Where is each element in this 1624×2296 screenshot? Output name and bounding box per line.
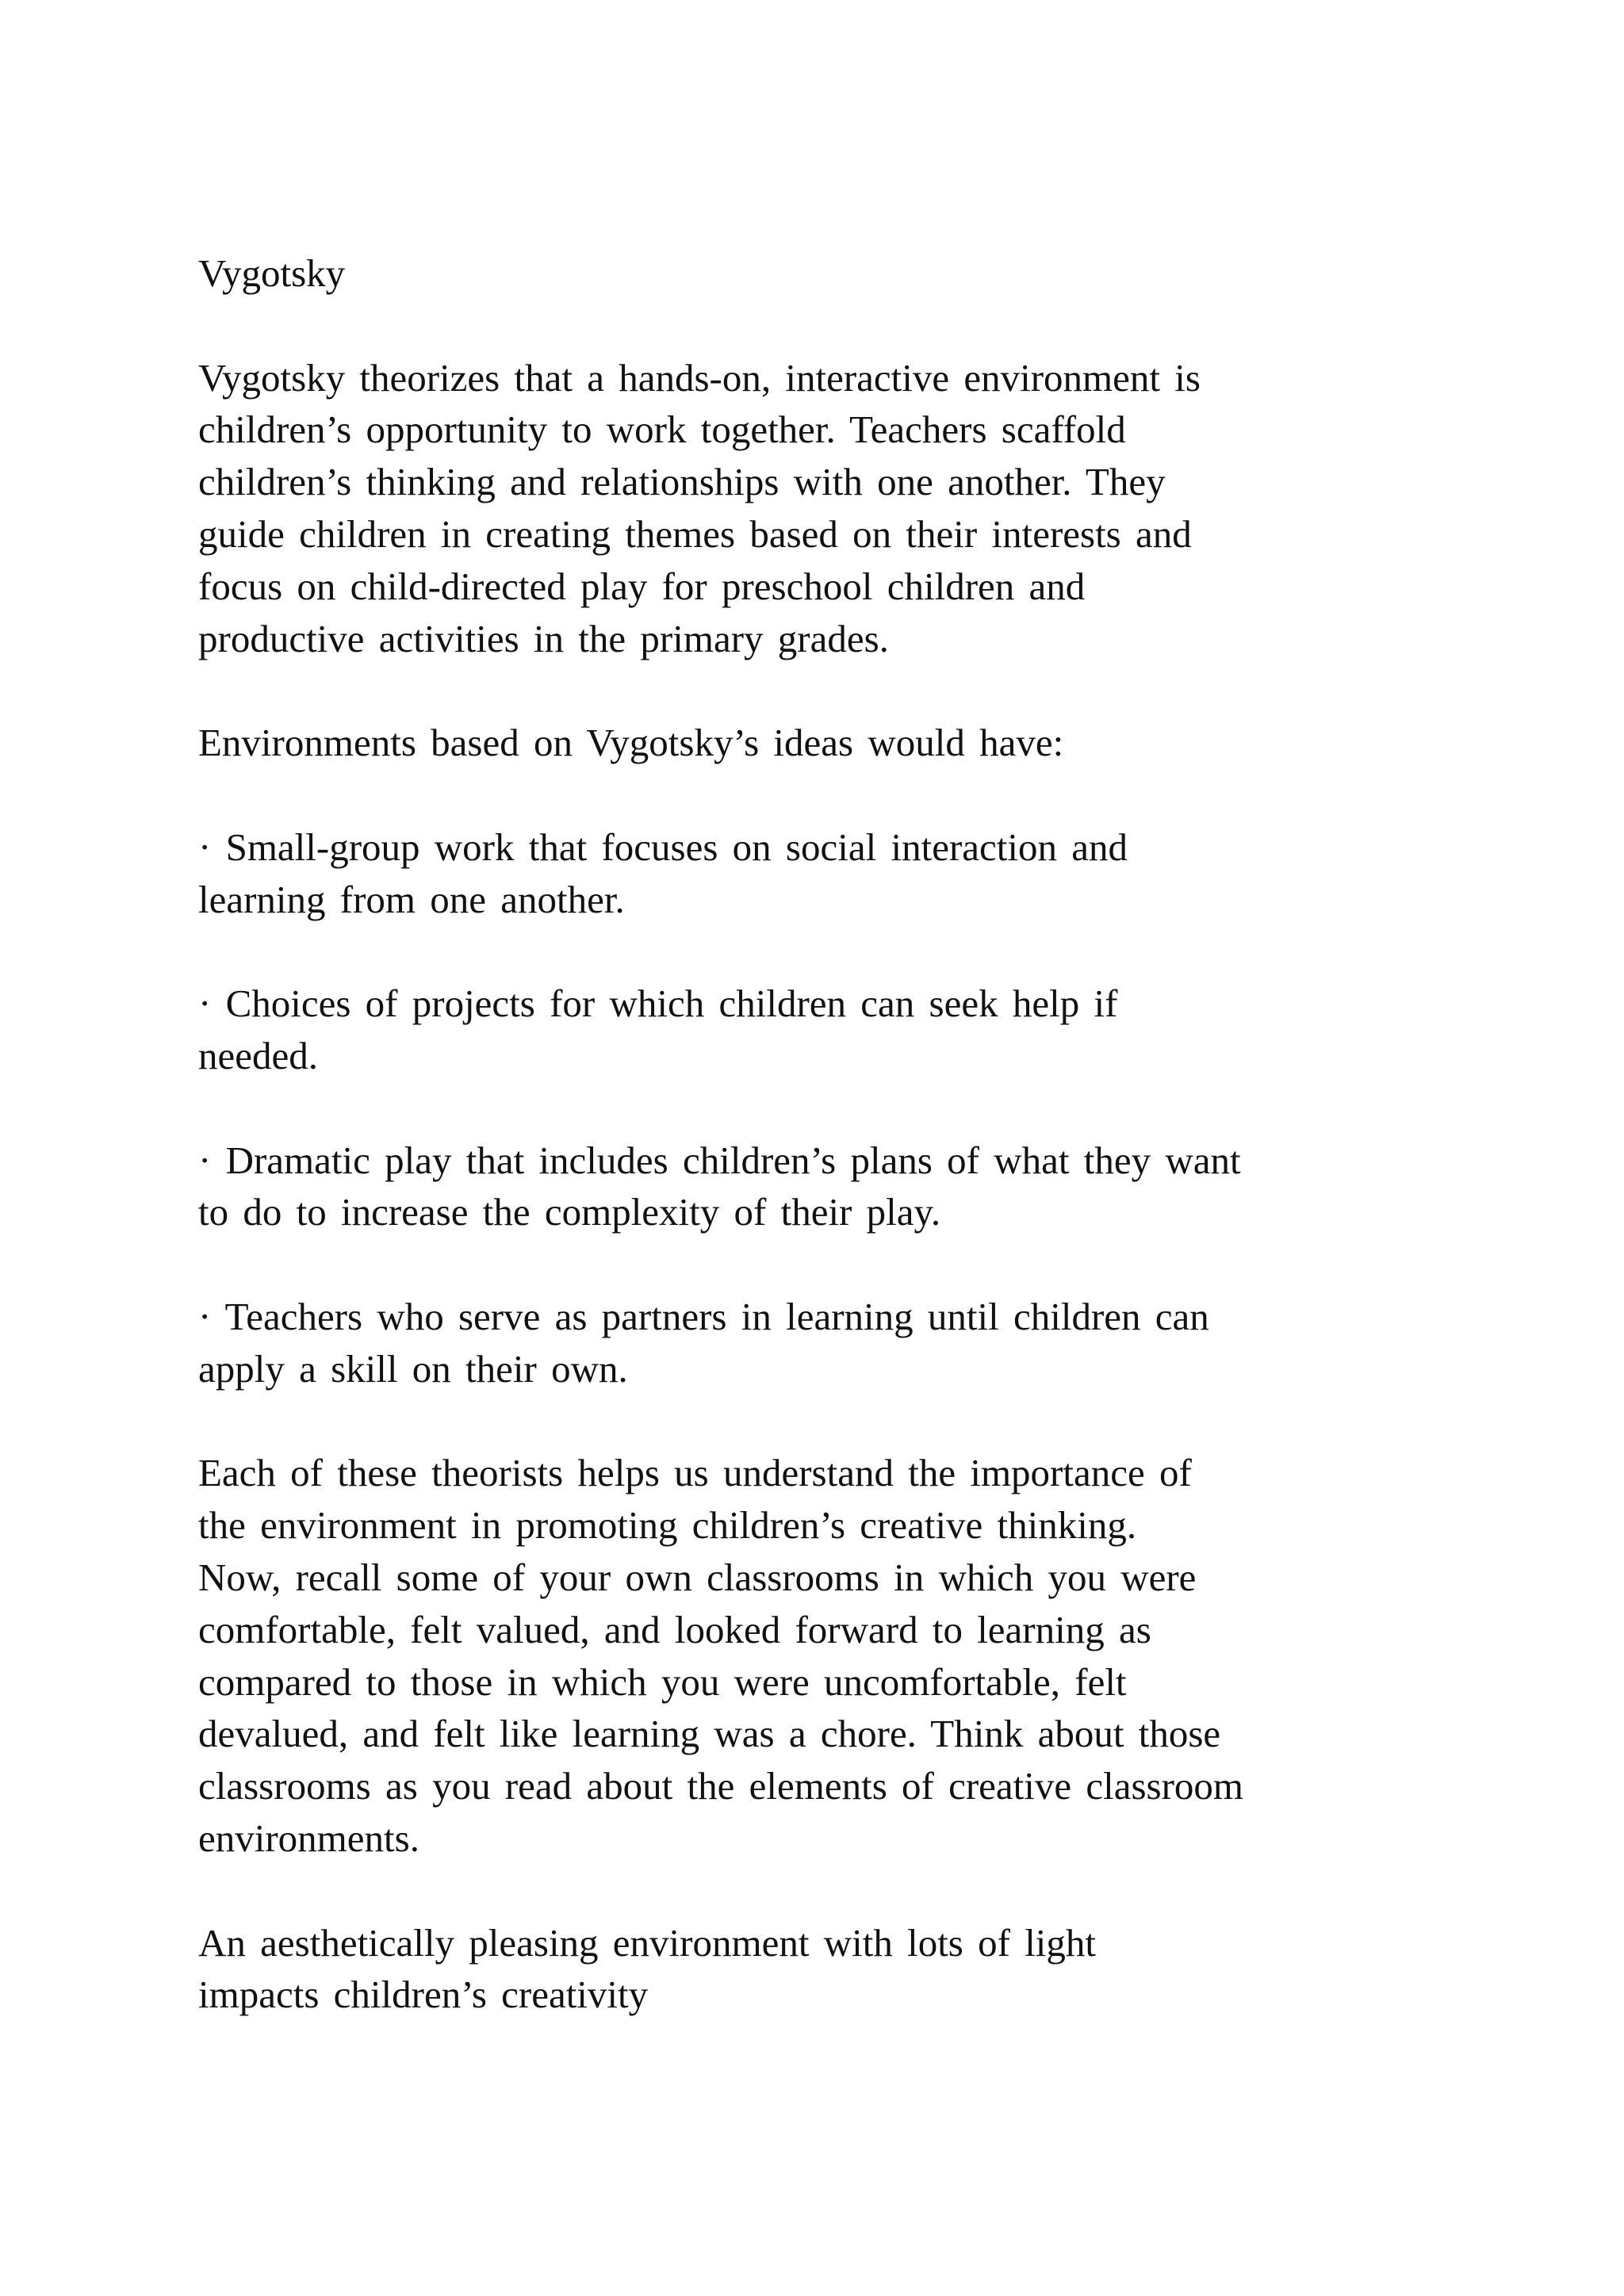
closing-paragraph: An aesthetically pleasing environment with lots of light impacts children’s creativity xyxy=(198,1920,1097,2017)
bullet-item-small-group: · Small-group work that focuses on social interaction and learning from one another. xyxy=(198,825,1128,921)
bullet-item-dramatic-play: · Dramatic play that includes children’s plans of what they want to do to increase the complexity of their play. xyxy=(198,1138,1241,1234)
list-heading: Environments based on Vygotsky’s ideas would have: xyxy=(198,721,1064,765)
document-title: Vygotsky xyxy=(198,251,346,295)
intro-paragraph: Vygotsky theorizes that a hands-on, interactive environment is children’s opportunity to work together. Teachers scaffold children’s thinking and relationships with one another. They guide children in creating themes based on their interests and focus on child-directed play for preschool children and productive activities in the primary grades. xyxy=(198,355,1201,660)
reflection-paragraph: Each of these theorists helps us understand the importance of the environment in promoting children’s creative thinking. Now, recall some of your own classrooms in which you were comfortable, felt valued, and looked forward to learning as compared to those in which you were uncomfortable, felt devalued, and felt like learning was a chore. Think about those classrooms as you read about the elements of creative classroom environments. xyxy=(198,1451,1244,1860)
bullet-item-teachers: · Teachers who serve as partners in learning until children can apply a skill on their own. xyxy=(198,1294,1209,1391)
document-body xyxy=(198,247,1515,2021)
bullet-item-choices: · Choices of projects for which children can seek help if needed. xyxy=(198,982,1118,1077)
